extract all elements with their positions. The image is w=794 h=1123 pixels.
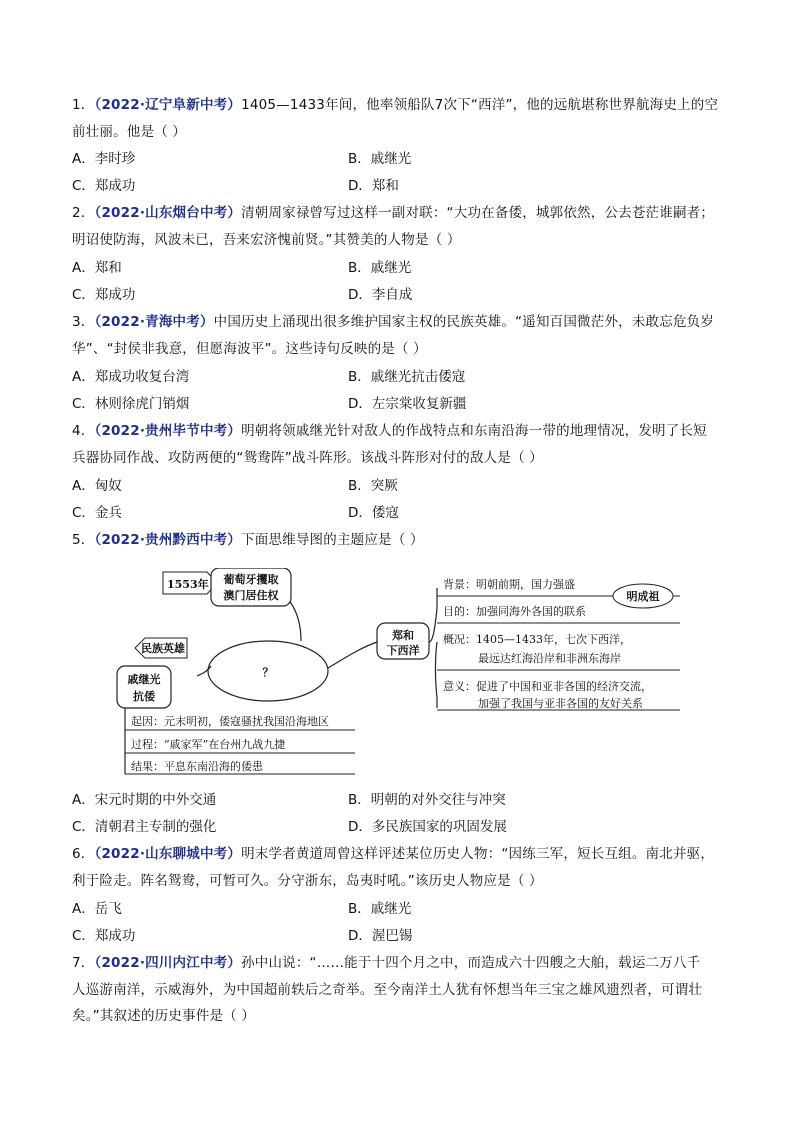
question-number: 1． <box>72 97 95 113</box>
left-row-process: 过程：“戚家军”在台州九战九捷 <box>131 738 286 751</box>
option-d: D．倭寇 <box>348 505 399 521</box>
option-a: A．岳飞 <box>72 901 122 917</box>
center-label: ？ <box>262 666 274 679</box>
question-text-line: 华”、“封侯非我意，但愿海波平”。这些诗句反映的是（ ） <box>72 340 427 357</box>
question-number: 6． <box>72 846 95 862</box>
question-1 <box>72 92 732 145</box>
option-c: C．金兵 <box>72 505 122 521</box>
option-d: D．多民族国家的巩固发展 <box>348 819 507 835</box>
right-row-significance-1: 意义：促进了中国和亚非各国的经济交流， <box>443 680 652 693</box>
left-topic-line-2: 抗倭 <box>133 690 155 703</box>
left-topic-line-1: 戚继光 <box>127 673 161 686</box>
question-text-line: 中国历史上涌现出很多维护国家主权的民族英雄。“遥知百国微茫外，未敢忘危负岁 <box>213 314 715 330</box>
right-row-background: 背景：明朝前期，国力强盛 <box>443 578 575 591</box>
right-topic-line-1: 郑和 <box>392 629 414 642</box>
option-c: C．清朝君主专制的强化 <box>72 819 217 835</box>
option-a: A．李时珍 <box>72 151 136 167</box>
option-b: B．戚继光 <box>348 901 412 917</box>
question-text-line: 1405—1433年间，他率领船队7次下“西洋”，他的远航堪称世界航海史上的空 <box>241 97 719 113</box>
question-source: （2022·辽宁阜新中考） <box>94 97 242 113</box>
question-number: 5． <box>72 532 95 548</box>
question-3 <box>72 309 732 362</box>
option-a: A．匈奴 <box>72 478 122 494</box>
top-topic-line-1: 葡萄牙攫取 <box>223 573 279 586</box>
option-d: D．渥巴锡 <box>348 928 413 944</box>
question-text-line: 孙中山说：“……能于十四个月之中，而造成六十四艘之大舶，载运二万八千 <box>241 955 701 971</box>
option-a: A．郑成功收复台湾 <box>72 369 190 385</box>
mind-map-diagram <box>115 568 680 778</box>
question-number: 2． <box>72 205 95 221</box>
question-7 <box>72 950 732 1030</box>
right-row-overview-2: 最远达红海沿岸和非洲东海岸 <box>478 652 621 665</box>
left-row-result: 结果：平息东南沿海的倭患 <box>131 760 263 773</box>
question-2 <box>72 200 732 253</box>
option-c: C．郑成功 <box>72 287 136 303</box>
option-c: C．林则徐虎门销烟 <box>72 396 190 412</box>
option-b: B．戚继光 <box>348 260 412 276</box>
left-row-cause: 起因：元末明初，倭寇骚扰我国沿海地区 <box>131 715 329 728</box>
question-source: （2022·贵州毕节中考） <box>94 423 242 439</box>
option-d: D．郑和 <box>348 178 399 194</box>
question-6 <box>72 841 732 894</box>
question-text-line: 清朝周家禄曾写过这样一副对联：“大功在备倭，城郭依然，公去苍茫谁嗣者； <box>241 205 715 221</box>
question-text-line: 兵器协同作战、攻防两便的“鸳鸯阵”战斗阵形。该战斗阵形对付的敌人是（ ） <box>72 449 543 466</box>
question-number: 4． <box>72 423 95 439</box>
question-source: （2022·四川内江中考） <box>94 955 242 971</box>
right-row-overview-1: 概况：1405—1433年，七次下西洋， <box>443 633 631 646</box>
question-4 <box>72 418 732 471</box>
question-text-line: 前壮丽。他是（ ） <box>72 123 187 140</box>
option-b: B．明朝的对外交往与冲突 <box>348 792 506 808</box>
mind-map-svg <box>115 568 680 778</box>
emperor-tag-label: 明成祖 <box>626 590 660 603</box>
option-a: A．宋元时期的中外交通 <box>72 792 217 808</box>
option-c: C．郑成功 <box>72 928 136 944</box>
question-text-line: 明末学者黄道周曾这样评述某位历史人物：“因练三军，短长互组。南北并驱， <box>241 846 715 862</box>
question-text-line: 利于险走。阵名鸳鸯，可暂可久。分守浙东，岛夷时吼。”该历史人物应是（ ） <box>72 872 543 889</box>
right-row-significance-2: 加强了我国与亚非各国的友好关系 <box>478 697 643 710</box>
question-text-line: 下面思维导图的主题应是（ ） <box>241 532 424 548</box>
option-c: C．郑成功 <box>72 178 136 194</box>
branch-line-right <box>328 642 377 668</box>
right-topic-line-2: 下西洋 <box>386 644 420 657</box>
option-d: D．左宗棠收复新疆 <box>348 396 467 412</box>
question-source: （2022·山东烟台中考） <box>94 205 242 221</box>
option-b: B．戚继光 <box>348 151 412 167</box>
year-tag-label: 1553年 <box>167 578 209 591</box>
option-b: B．突厥 <box>348 478 398 494</box>
right-bracket <box>429 588 437 708</box>
option-a: A．郑和 <box>72 260 122 276</box>
option-b: B．戚继光抗击倭寇 <box>348 369 466 385</box>
hero-tag-label: 民族英雄 <box>141 642 185 655</box>
question-number: 7． <box>72 955 95 971</box>
right-row-purpose: 目的：加强同海外各国的联系 <box>443 605 586 618</box>
question-source: （2022·贵州黔西中考） <box>94 532 242 548</box>
question-text-line: 明诏使防海，风波未已，吾来宏济愧前贤。”其赞美的人物是（ ） <box>72 231 461 248</box>
question-text-line: 明朝将领戚继光针对敌人的作战特点和东南沿海一带的地理情况，发明了长短 <box>241 423 707 439</box>
question-5 <box>72 527 732 554</box>
top-topic-line-2: 澳门居住权 <box>223 589 279 602</box>
question-text-line: 矣。”其叙述的历史事件是（ ） <box>72 1008 256 1024</box>
question-number: 3． <box>72 314 95 330</box>
question-source: （2022·青海中考） <box>94 314 214 330</box>
option-d: D．李自成 <box>348 287 413 303</box>
question-text-line: 人巡游南洋，示威海外，为中国超前轶后之奇举。至今南洋土人犹有怀想当年三宝之雄风遗烈者，可谓壮 <box>72 981 703 998</box>
question-source: （2022·山东聊城中考） <box>94 846 242 862</box>
